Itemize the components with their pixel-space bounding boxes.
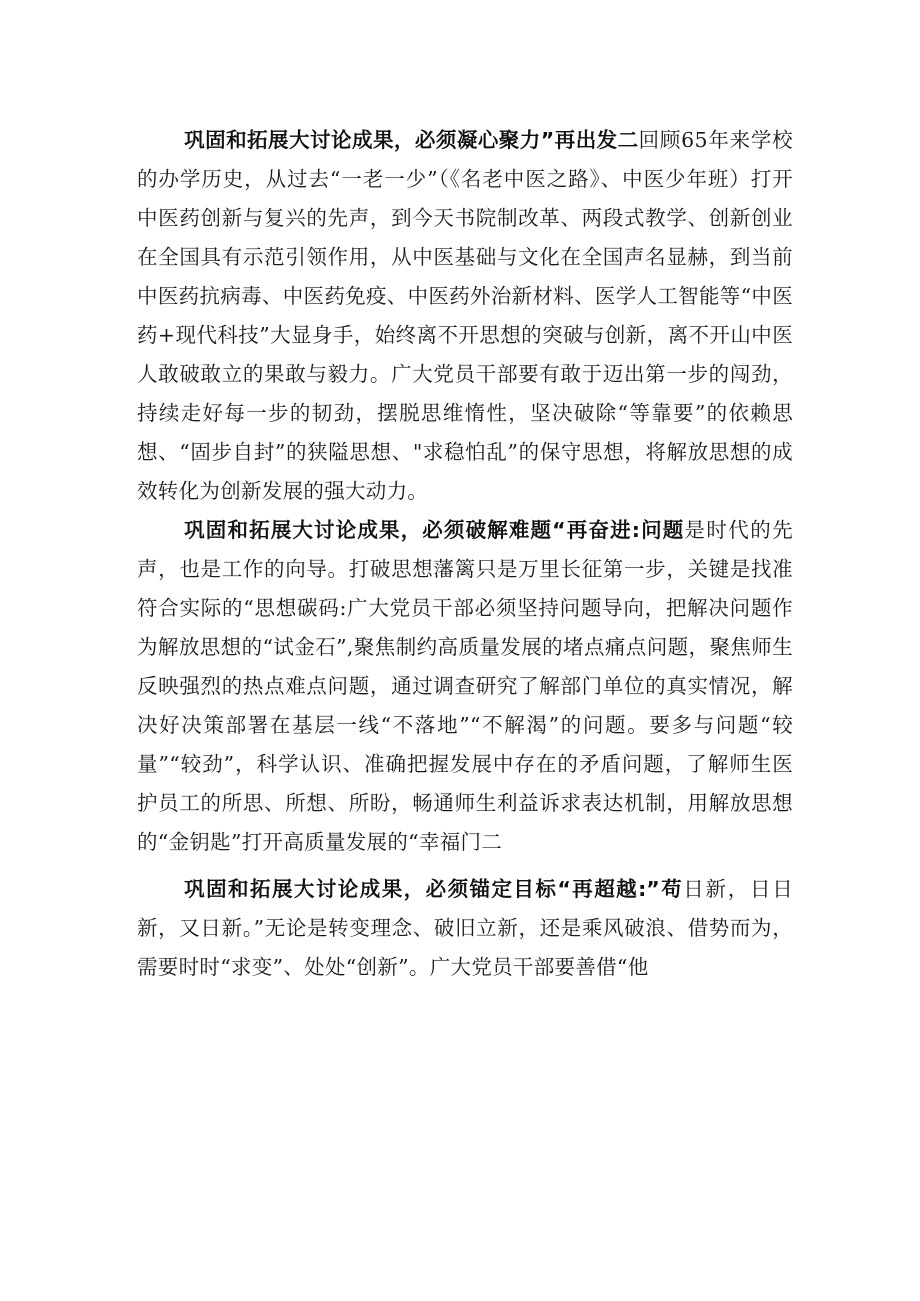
paragraph-lead-heading: 巩固和拓展大讨论成果，必须破解难题“再奋进:问题 [184, 518, 685, 542]
paragraph-solve-problems [137, 511, 793, 862]
document-body [137, 121, 793, 987]
paragraph-lead-heading: 巩固和拓展大讨论成果，必须锚定目标“再超越:”苟 [184, 877, 684, 901]
paragraph-set-targets [137, 870, 793, 987]
paragraph-body-text: 是时代的先声，也是工作的向导。打破思想藩篱只是万里长征第一步，关键是找准符合实际的“思想碳码:广大党员干部必须坚持问题导向，把解决问题作为解放思想的“试金石”,聚焦制约高质量发展的堵点痛点问题，聚焦师生反映强烈的热点难点问题，通过调查研究了解部门单位的真实情况，解决好决策部署在基层一线“不落地”“不解渴”的问题。要多与问题“较量”“较劲”，科学认识、准确把握发展中存在的矛盾问题，了解师生医护员工的所思、所想、所盼，畅通师生利益诉求表达机制，用解放思想的“金钥匙”打开高质量发展的“幸福门二 [137, 518, 794, 854]
paragraph-unite-and-restart [137, 121, 793, 511]
paragraph-lead-heading: 巩固和拓展大讨论成果，必须凝心聚力”再出发二 [184, 128, 639, 152]
paragraph-body-text: 回顾65年来学校的办学历史，从过去“一老一少”（《名老中医之路》、中医少年班）打开中医药创新与复兴的先声，到今天书院制改革、两段式教学、创新创业在全国具有示范引领作用，从中医基础与文化在全国声名显赫，到当前中医药抗病毒、中医药免疫、中医药外治新材料、医学人工智能等“中医药+现代科技”大显身手，始终离不开思想的突破与创新，离不开山中医人敢破敢立的果敢与毅力。广大党员干部要有敢于迈出第一步的闯劲，持续走好每一步的韧劲，摆脱思维惰性，坚决破除“等靠要”的依赖思想、“固步自封”的狭隘思想、"求稳怕乱”的保守思想，将解放思想的成效转化为创新发展的强大动力。 [137, 128, 793, 503]
paragraph-body-text: 日新，日日新，又日新。”无论是转变理念、破旧立新，还是乘风破浪、借势而为，需要时时“求变”、处处“创新”。广大党员干部要善借“他 [137, 877, 793, 979]
